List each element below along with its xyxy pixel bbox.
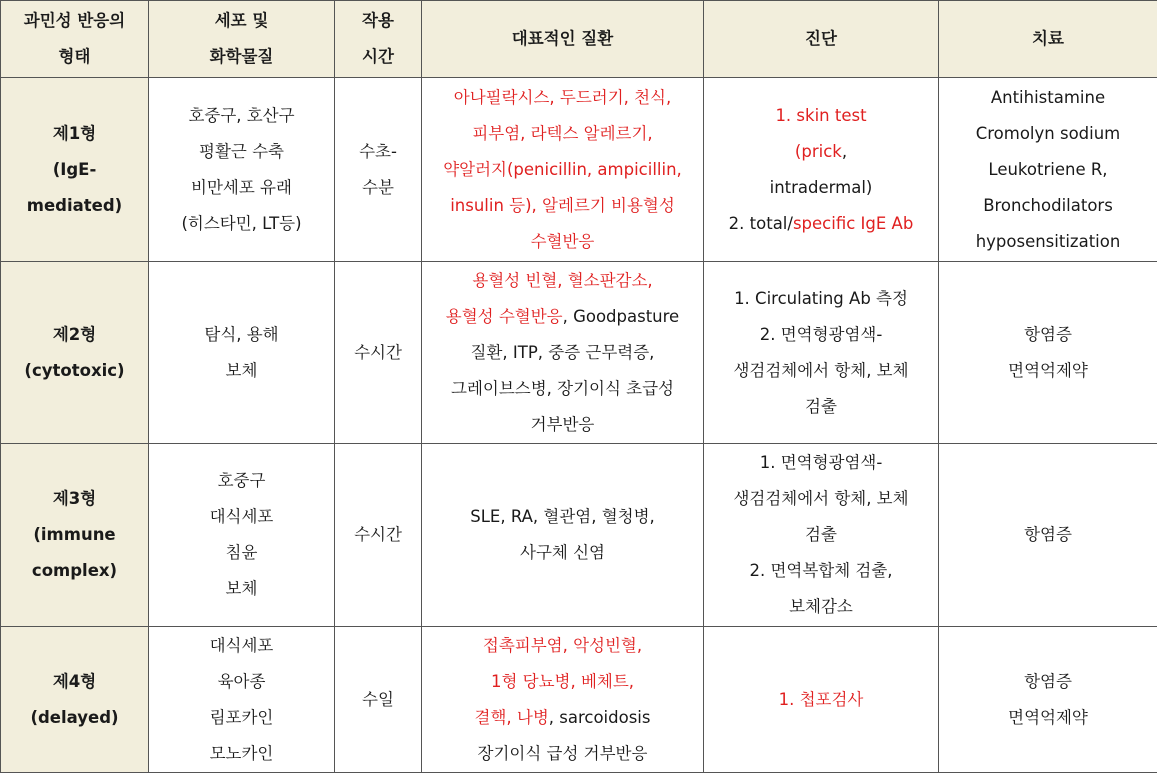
type-line: 제2형 bbox=[52, 324, 97, 344]
treatment-line: 항염증 bbox=[1024, 525, 1072, 544]
cells-line: (히스타민, LT등) bbox=[181, 213, 302, 233]
disease-line bbox=[424, 499, 701, 535]
diagnosis-line bbox=[706, 206, 936, 242]
diagnosis-cell bbox=[704, 627, 939, 773]
time-cell bbox=[335, 627, 422, 773]
disease-line bbox=[424, 152, 701, 188]
table-row-type2 bbox=[1, 262, 1157, 444]
diagnosis-line bbox=[706, 517, 936, 553]
time-cell bbox=[335, 78, 422, 262]
disease-line bbox=[424, 263, 701, 299]
type-cell bbox=[1, 262, 149, 444]
disease-text-run: , sarcoidosis bbox=[548, 707, 651, 727]
disease-text-run: 결핵, 나병 bbox=[474, 707, 549, 727]
disease-line bbox=[424, 628, 701, 664]
cells-line: 침윤 bbox=[225, 543, 258, 562]
diagnosis-line bbox=[706, 170, 936, 206]
cells-line: 탐식, 용해 bbox=[204, 324, 279, 344]
disease-text-run: 피부염, 라텍스 알레르기, bbox=[472, 123, 653, 143]
treatment-cell bbox=[939, 78, 1157, 262]
type-line: (IgE- bbox=[52, 159, 97, 179]
diagnosis-line bbox=[706, 553, 936, 589]
disease-text-run: , Goodpasture bbox=[562, 306, 680, 326]
type-cell bbox=[1, 444, 149, 627]
diagnosis-text-run: 1. 면역형광염색- bbox=[759, 453, 883, 472]
diagnosis-text-run: 생검검체에서 항체, 보체 bbox=[733, 360, 909, 380]
diagnosis-line bbox=[706, 98, 936, 134]
disease-text-run: 접촉피부염, 악성빈혈, bbox=[482, 635, 643, 655]
disease-cell bbox=[422, 627, 704, 773]
treatment-cell bbox=[939, 444, 1157, 627]
type-cell bbox=[1, 78, 149, 262]
disease-line bbox=[424, 80, 701, 116]
type-line: (immune bbox=[33, 525, 116, 544]
disease-text-run: SLE, RA, 혈관염, 혈청병, bbox=[470, 507, 655, 526]
diagnosis-cell bbox=[704, 78, 939, 262]
disease-line bbox=[424, 299, 701, 335]
cells-cell bbox=[149, 444, 335, 627]
disease-text-run: 아나필락시스, 두드러기, 천식, bbox=[453, 87, 672, 107]
type-line: (delayed) bbox=[30, 707, 119, 727]
diagnosis-line bbox=[706, 281, 936, 317]
cells-line: 모노카인 bbox=[209, 743, 274, 763]
cells-line: 대식세포 bbox=[209, 635, 274, 655]
diagnosis-line bbox=[706, 445, 936, 481]
diagnosis-text-run: 생검검체에서 항체, 보체 bbox=[733, 489, 909, 508]
cells-line: 평활근 수축 bbox=[199, 141, 284, 161]
diagnosis-line bbox=[706, 481, 936, 517]
type-line: 제3형 bbox=[52, 489, 97, 508]
treatment-line: Bronchodilators bbox=[983, 195, 1113, 215]
disease-line bbox=[424, 188, 701, 224]
diagnosis-line bbox=[706, 353, 936, 389]
treatment-cell bbox=[939, 627, 1157, 773]
disease-text-run: 용혈성 수혈반응 bbox=[445, 306, 563, 326]
header-row bbox=[1, 1, 1157, 78]
header-treatment: 치료 bbox=[939, 1, 1157, 78]
disease-cell bbox=[422, 78, 704, 262]
disease-line bbox=[424, 664, 701, 700]
disease-text-run: 약알러지(penicillin, ampicillin, bbox=[443, 159, 682, 179]
time-line: 수일 bbox=[362, 689, 394, 709]
time-line: 수분 bbox=[362, 177, 394, 197]
type-line: complex) bbox=[31, 561, 118, 580]
treatment-line: Leukotriene R, bbox=[988, 159, 1108, 179]
time-line: 수초- bbox=[359, 141, 397, 161]
treatment-line: 면역억제약 bbox=[1008, 360, 1088, 380]
disease-line bbox=[424, 736, 701, 772]
disease-text-run: 용혈성 빈혈, 혈소판감소, bbox=[472, 270, 653, 290]
table-row-type1 bbox=[1, 78, 1157, 262]
diagnosis-line bbox=[706, 589, 936, 625]
diagnosis-cell bbox=[704, 262, 939, 444]
diagnosis-text-run: 1. Circulating Ab 측정 bbox=[734, 288, 908, 308]
time-line: 수시간 bbox=[354, 342, 402, 362]
cells-line: 육아종 bbox=[217, 671, 266, 691]
cells-cell bbox=[149, 78, 335, 262]
table-row-type3 bbox=[1, 444, 1157, 627]
type-cell bbox=[1, 627, 149, 773]
treatment-cell bbox=[939, 262, 1157, 444]
cells-line: 호중구, 호산구 bbox=[188, 105, 295, 125]
diagnosis-text-run: 검출 bbox=[805, 525, 837, 544]
diagnosis-text-run: intradermal) bbox=[769, 177, 873, 197]
diagnosis-text-run: 검출 bbox=[805, 396, 837, 416]
disease-line bbox=[424, 371, 701, 407]
disease-line bbox=[424, 700, 701, 736]
treatment-line: Antihistamine bbox=[990, 87, 1106, 107]
type-line: 제1형 bbox=[52, 123, 97, 143]
cells-cell bbox=[149, 627, 335, 773]
diagnosis-text-run: 1. skin test bbox=[775, 105, 867, 125]
treatment-line: 항염증 bbox=[1024, 671, 1072, 691]
disease-text-run: 그레이브스병, 장기이식 초급성 bbox=[451, 378, 674, 398]
cells-line: 보체 bbox=[225, 360, 258, 380]
treatment-line: Cromolyn sodium bbox=[975, 123, 1121, 143]
diagnosis-text-run: specific IgE Ab bbox=[792, 213, 914, 233]
diagnosis-line bbox=[706, 389, 936, 425]
diagnosis-line bbox=[706, 134, 936, 170]
cells-line: 림포카인 bbox=[209, 707, 274, 727]
header-time: 작용 시간 bbox=[335, 1, 422, 78]
diagnosis-line bbox=[706, 317, 936, 353]
disease-line bbox=[424, 116, 701, 152]
disease-text-run: 1형 당뇨병, 베체트, bbox=[490, 671, 635, 691]
disease-text-run: 수혈반응 bbox=[530, 231, 595, 251]
cells-cell bbox=[149, 262, 335, 444]
disease-text-run: insulin 등), 알레르기 비용혈성 bbox=[450, 195, 675, 215]
header-cells: 세포 및 화학물질 bbox=[149, 1, 335, 78]
time-cell bbox=[335, 262, 422, 444]
disease-cell bbox=[422, 262, 704, 444]
treatment-line: hyposensitization bbox=[975, 231, 1121, 251]
cells-line: 호중구 bbox=[217, 471, 266, 490]
cells-line: 대식세포 bbox=[209, 507, 274, 526]
diagnosis-cell bbox=[704, 444, 939, 627]
header-diagnosis: 진단 bbox=[704, 1, 939, 78]
treatment-line: 면역억제약 bbox=[1008, 707, 1088, 727]
diagnosis-text-run: 2. 면역복합체 검출, bbox=[749, 561, 893, 580]
cells-line: 비만세포 유래 bbox=[191, 177, 292, 197]
diagnosis-text-run: 2. total/ bbox=[728, 213, 793, 233]
diagnosis-text-run: 1. 첩포검사 bbox=[778, 689, 864, 709]
disease-line bbox=[424, 335, 701, 371]
header-disease: 대표적인 질환 bbox=[422, 1, 704, 78]
disease-text-run: 질환, ITP, 중증 근무력증, bbox=[470, 342, 655, 362]
disease-line bbox=[424, 535, 701, 571]
diagnosis-text-run: 2. 면역형광염색- bbox=[759, 324, 883, 344]
type-line: 제4형 bbox=[52, 671, 97, 691]
time-line: 수시간 bbox=[354, 525, 402, 544]
disease-text-run: 거부반응 bbox=[530, 414, 595, 434]
table-row-type4 bbox=[1, 627, 1157, 773]
diagnosis-text-run: , bbox=[841, 141, 848, 161]
time-cell bbox=[335, 444, 422, 627]
diagnosis-text-run: 보체감소 bbox=[789, 597, 853, 616]
disease-line bbox=[424, 407, 701, 443]
disease-line bbox=[424, 224, 701, 260]
cells-line: 보체 bbox=[225, 579, 258, 598]
diagnosis-line bbox=[706, 682, 936, 718]
disease-text-run: 사구체 신염 bbox=[520, 543, 605, 562]
disease-text-run: 장기이식 급성 거부반응 bbox=[477, 743, 648, 763]
type-line: mediated) bbox=[26, 195, 123, 215]
diagnosis-text-run: (prick bbox=[794, 141, 842, 161]
type-line: (cytotoxic) bbox=[24, 360, 125, 380]
header-type: 과민성 반응의 형태 bbox=[1, 1, 149, 78]
disease-cell bbox=[422, 444, 704, 627]
treatment-line: 항염증 bbox=[1024, 324, 1072, 344]
